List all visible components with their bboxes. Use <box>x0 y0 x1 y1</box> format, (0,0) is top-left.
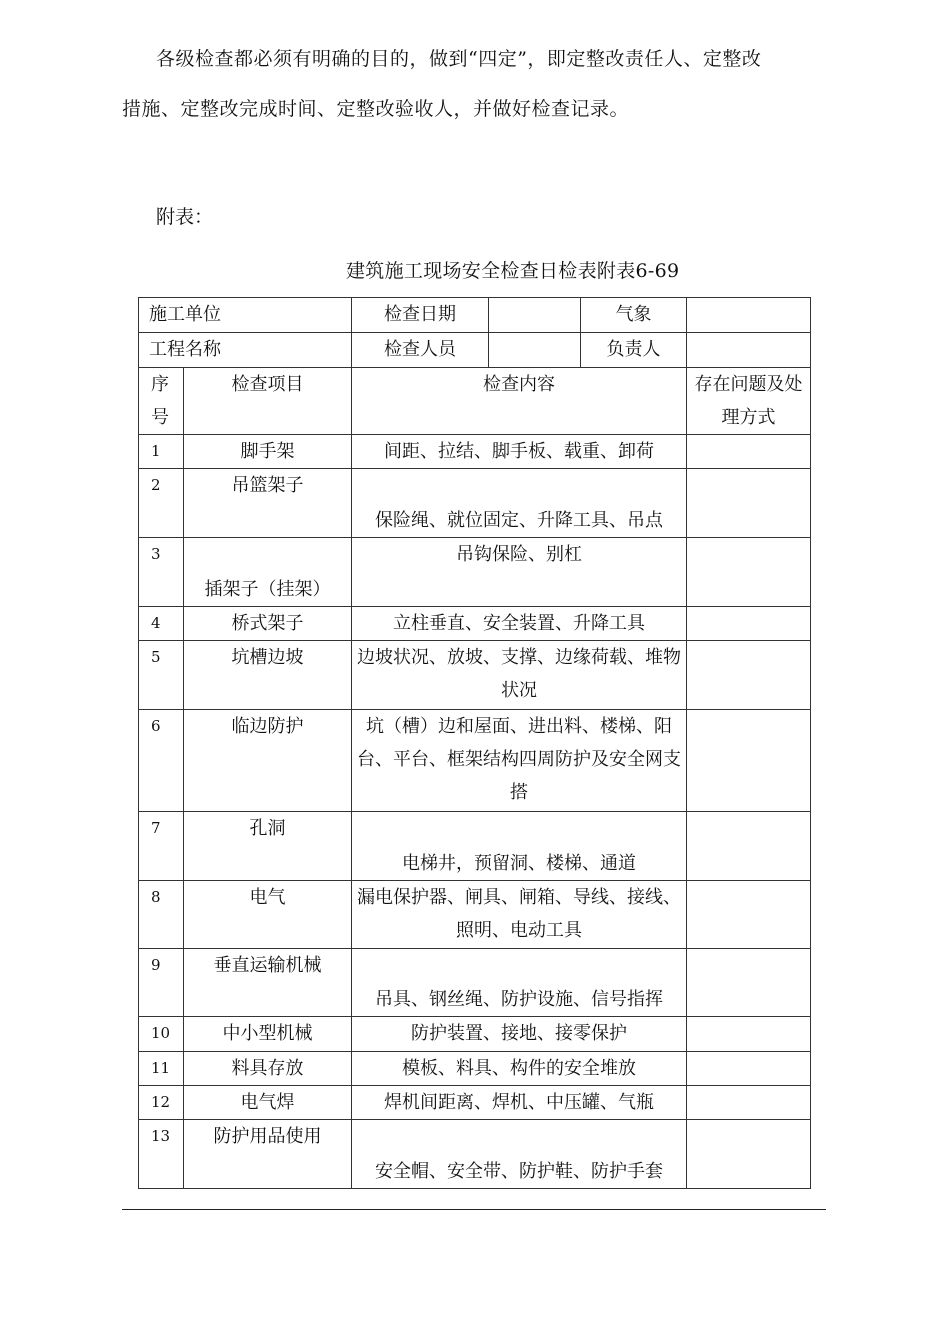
row-issue <box>687 1120 811 1189</box>
row-number: 8 <box>139 881 184 949</box>
row-issue <box>687 1017 811 1052</box>
table-row <box>139 881 811 949</box>
inspector-value-cell <box>489 333 581 368</box>
table-row <box>139 1086 811 1120</box>
row-content: 边坡状况、放坡、支撑、边缘荷载、堆物状况 <box>352 641 687 710</box>
row-number: 12 <box>139 1086 184 1120</box>
row-item: 插架子（挂架） <box>184 538 352 607</box>
project-label: 工程名称 <box>139 333 352 368</box>
row-item: 料具存放 <box>184 1052 352 1086</box>
row-content: 模板、料具、构件的安全堆放 <box>352 1052 687 1086</box>
row-issue <box>687 881 811 949</box>
table-row <box>139 435 811 469</box>
row-item: 桥式架子 <box>184 607 352 641</box>
row-issue <box>687 1086 811 1120</box>
row-content: 防护装置、接地、接零保护 <box>352 1017 687 1052</box>
col-issue-header: 存在问题及处理方式 <box>687 368 811 435</box>
row-item: 防护用品使用 <box>184 1120 352 1189</box>
row-number: 10 <box>139 1017 184 1052</box>
table-row <box>139 710 811 812</box>
row-content: 保险绳、就位固定、升降工具、吊点 <box>352 469 687 538</box>
col-no-header: 序号 <box>139 368 184 435</box>
weather-label: 气象 <box>581 298 687 333</box>
inspection-table <box>138 297 811 1189</box>
row-item: 孔洞 <box>184 812 352 881</box>
row-issue <box>687 641 811 710</box>
row-item: 电气 <box>184 881 352 949</box>
row-number: 11 <box>139 1052 184 1086</box>
unit-label: 施工单位 <box>139 298 352 333</box>
row-item: 电气焊 <box>184 1086 352 1120</box>
row-number: 3 <box>139 538 184 607</box>
row-item: 临边防护 <box>184 710 352 812</box>
row-content: 电梯井，预留洞、楼梯、通道 <box>352 812 687 881</box>
date-value-cell <box>489 298 581 333</box>
table-row <box>139 812 811 881</box>
row-content: 坑（槽）边和屋面、进出料、楼梯、阳台、平台、框架结构四周防护及安全网支搭 <box>352 710 687 812</box>
row-item: 坑槽边坡 <box>184 641 352 710</box>
row-content: 焊机间距离、焊机、中压罐、气瓶 <box>352 1086 687 1120</box>
row-number: 13 <box>139 1120 184 1189</box>
row-issue <box>687 812 811 881</box>
body-paragraph: 各级检查都必须有明确的目的，做到“四定”，即定整改责任人、定整改措施、定整改完成时间、定整改验收人，并做好检查记录。 <box>122 48 762 120</box>
row-number: 5 <box>139 641 184 710</box>
table-row <box>139 1017 811 1052</box>
row-issue <box>687 1052 811 1086</box>
row-issue <box>687 710 811 812</box>
col-content-header: 检查内容 <box>352 368 687 435</box>
row-content: 安全帽、安全带、防护鞋、防护手套 <box>352 1120 687 1189</box>
row-content: 漏电保护器、闸具、闸箱、导线、接线、照明、电动工具 <box>352 881 687 949</box>
row-issue <box>687 538 811 607</box>
col-item-header: 检查项目 <box>184 368 352 435</box>
table-row <box>139 949 811 1017</box>
row-item: 中小型机械 <box>184 1017 352 1052</box>
header-row-1 <box>139 298 811 333</box>
row-issue <box>687 607 811 641</box>
date-label: 检查日期 <box>352 298 489 333</box>
row-number: 7 <box>139 812 184 881</box>
table-body <box>139 435 811 1189</box>
row-number: 6 <box>139 710 184 812</box>
table-row <box>139 469 811 538</box>
row-number: 1 <box>139 435 184 469</box>
row-content: 立柱垂直、安全装置、升降工具 <box>352 607 687 641</box>
header-row-2 <box>139 333 811 368</box>
table-row <box>139 538 811 607</box>
row-issue <box>687 469 811 538</box>
appendix-label: 附表： <box>156 206 214 228</box>
table-row <box>139 607 811 641</box>
weather-value-cell <box>687 298 811 333</box>
table-row <box>139 1120 811 1189</box>
row-number: 9 <box>139 949 184 1017</box>
row-issue <box>687 949 811 1017</box>
row-content: 吊钩保险、别杠 <box>352 538 687 607</box>
row-issue <box>687 435 811 469</box>
row-content: 吊具、钢丝绳、防护设施、信号指挥 <box>352 949 687 1017</box>
column-header-row <box>139 368 811 435</box>
table-title: 建筑施工现场安全检查日检表附表6-69 <box>346 260 680 282</box>
responsible-label: 负责人 <box>581 333 687 368</box>
row-number: 2 <box>139 469 184 538</box>
table-row <box>139 641 811 710</box>
row-item: 垂直运输机械 <box>184 949 352 1017</box>
row-number: 4 <box>139 607 184 641</box>
row-item: 吊篮架子 <box>184 469 352 538</box>
responsible-value-cell <box>687 333 811 368</box>
inspector-label: 检查人员 <box>352 333 489 368</box>
row-content: 间距、拉结、脚手板、载重、卸荷 <box>352 435 687 469</box>
table-row <box>139 1052 811 1086</box>
row-item: 脚手架 <box>184 435 352 469</box>
footer-rule <box>122 1209 826 1210</box>
